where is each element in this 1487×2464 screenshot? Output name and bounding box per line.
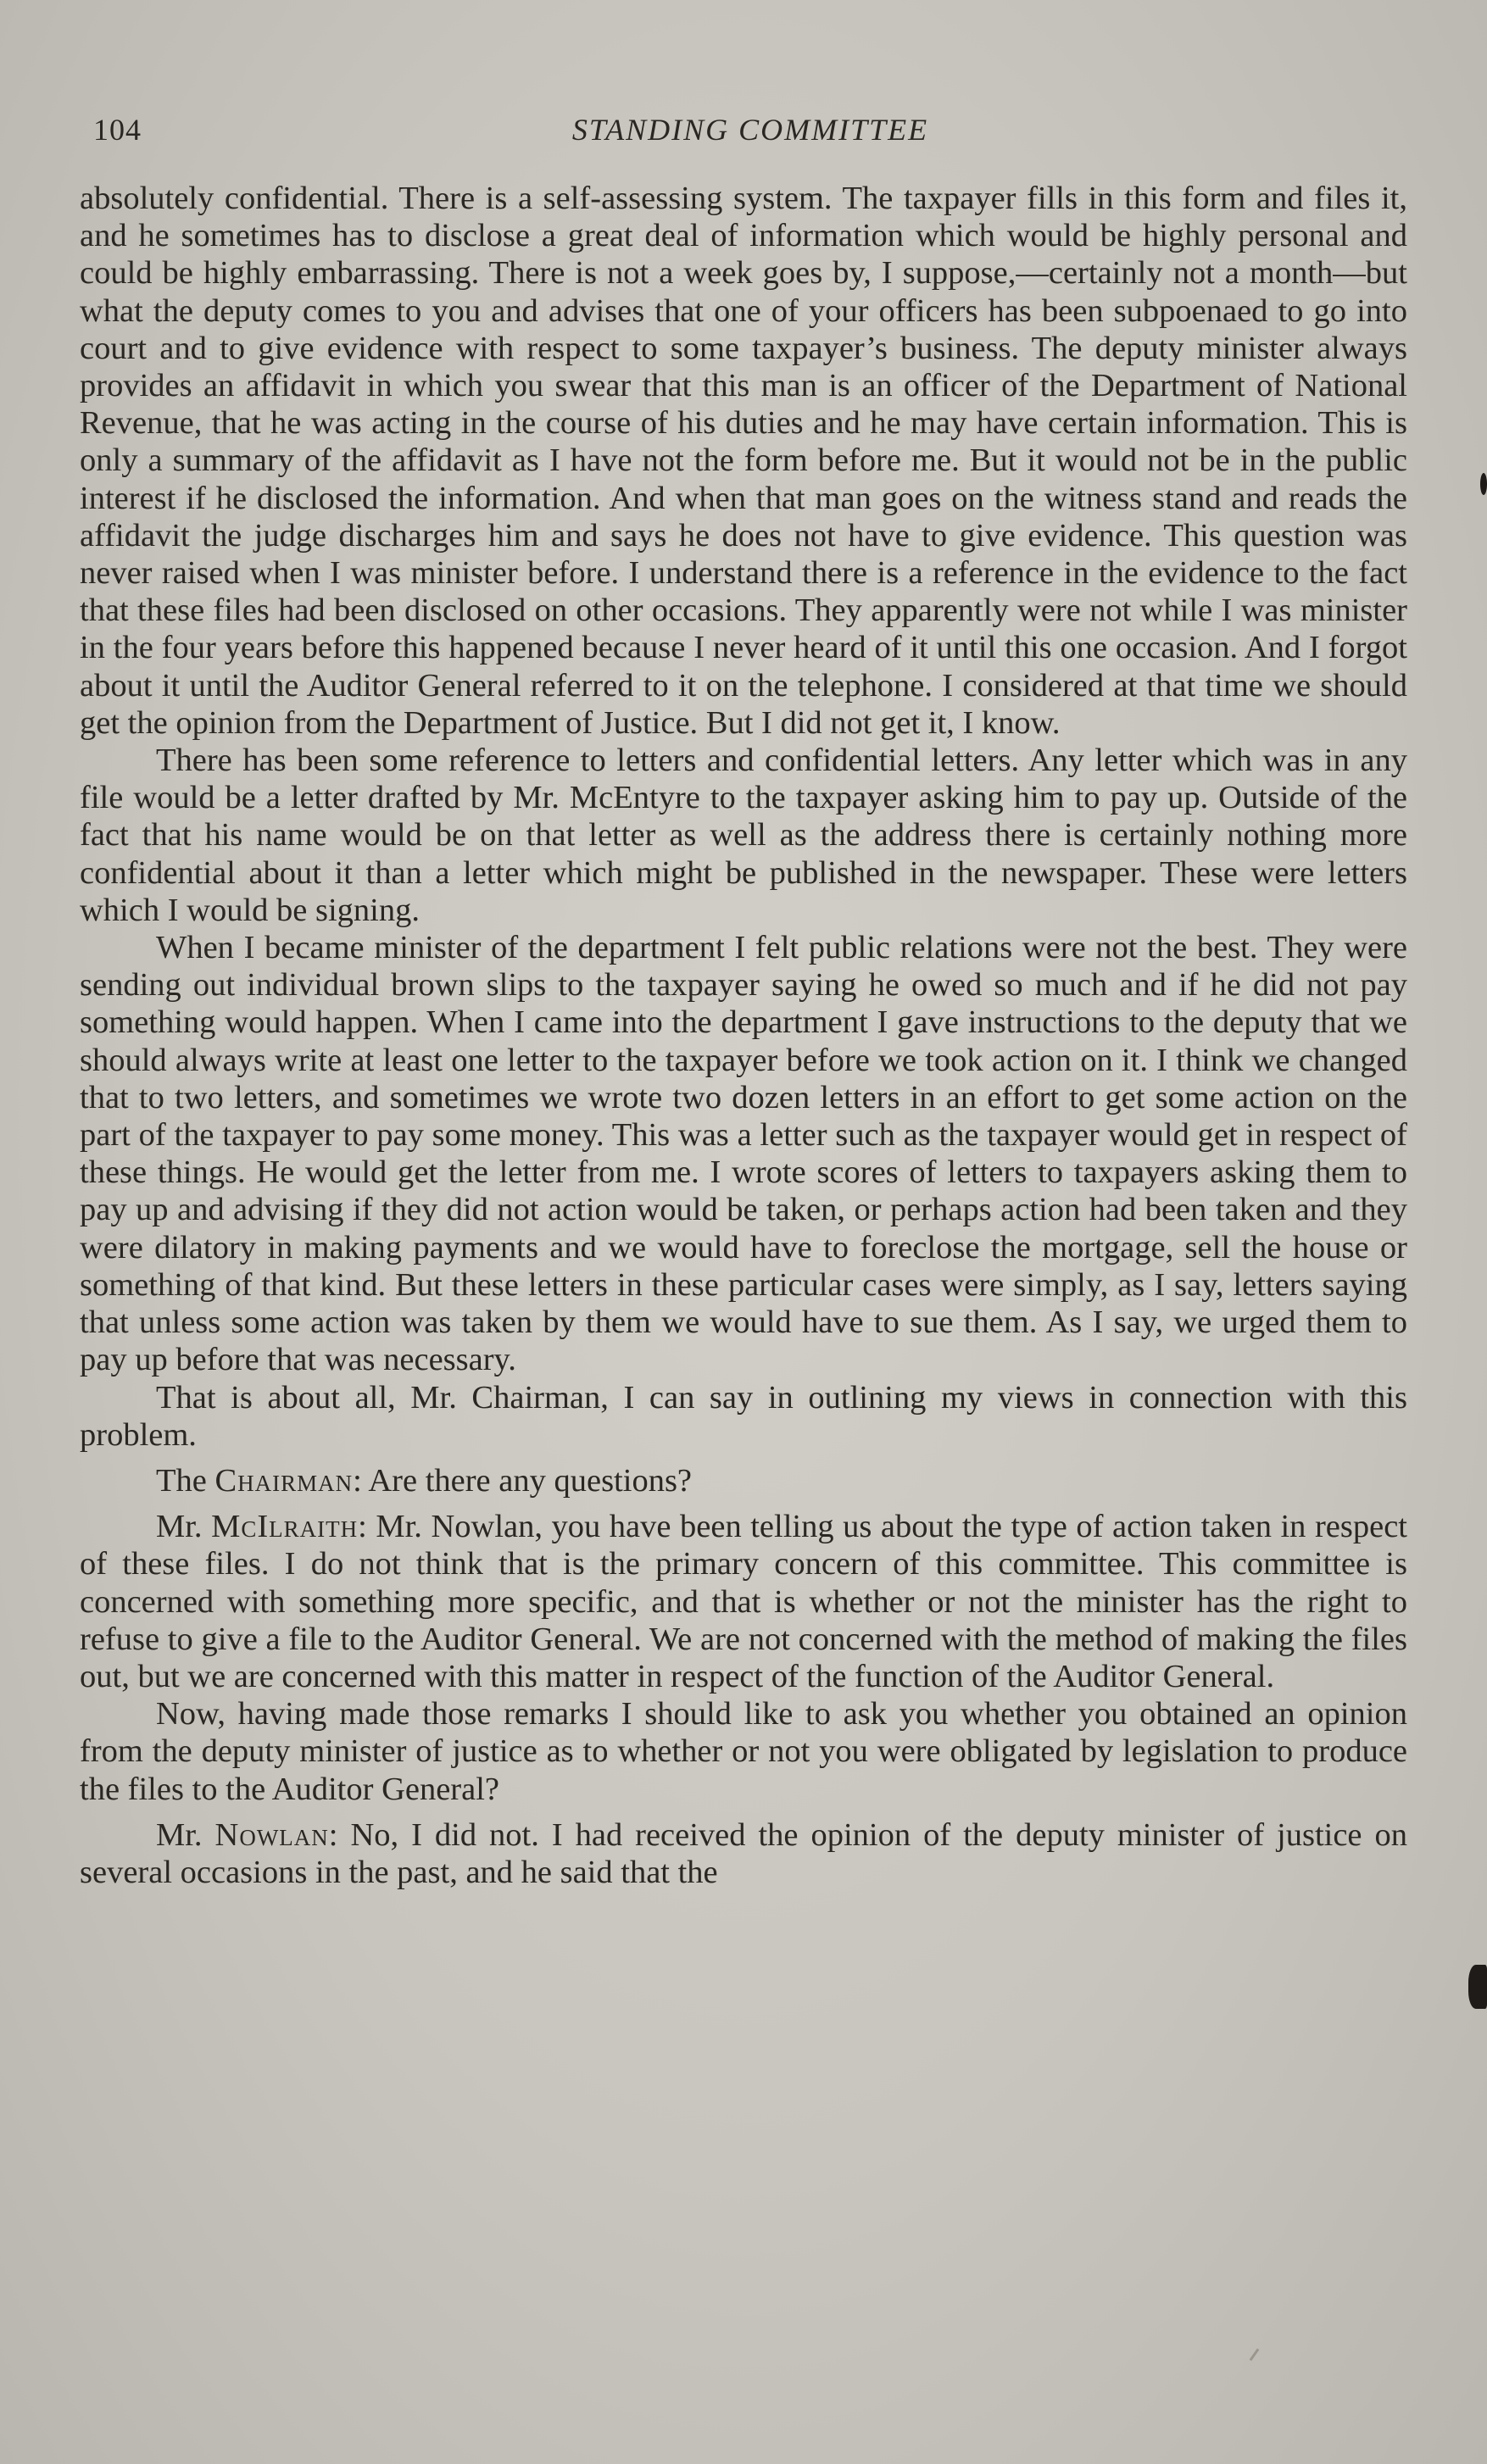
speaker-name: McIlraith (211, 1509, 359, 1545)
paragraph-letters: There has been some reference to letters and confidential letters. Any letter which was in any file would be a letter drafted by Mr. McEntyre to the taxpayer asking him to pay up. Outside of the fact that his name would be on that letter as well as the address there is certainly nothing more confidential about it than a letter which might be published in the newspaper. These were letters which I would be signing. (80, 743, 1407, 928)
speech-text: : Mr. Nowlan, you have been telling us about the type of action taken in respect of these files. I do not think that is the primary concern of this committee. This committee is concerned with something more specific, and that is whether or not the minister has the right to refuse to give a file to the Auditor General. We are not concerned with the method of making the files out, but we are concerned with this matter in respect of the function of the Auditor General. (80, 1509, 1407, 1694)
paragraph-closing-remarks: That is about all, Mr. Chairman, I can say in outlining my views in connection with this problem. (80, 1379, 1407, 1453)
speech-text: : No, I did not. I had received the opinion of the deputy minister of justice on several occasions in the past, and he said that the (80, 1816, 1407, 1890)
page-header (93, 112, 1407, 154)
paragraph-mcilraith (80, 1508, 1407, 1695)
paragraph-question: Now, having made those remarks I should like to ask you whether you obtained an opinion from the deputy minister of justice as to whether or not you were obligated by legislation to produce the files to the Auditor General? (80, 1696, 1407, 1807)
speaker-prefix: Mr. (156, 1816, 215, 1853)
speaker-name: Chairman (214, 1462, 354, 1499)
paragraph-chairman (80, 1462, 1407, 1499)
speaker-name: Nowlan (214, 1816, 329, 1853)
margin-ink-spot (1480, 473, 1487, 495)
paragraph-nowlan-statement: absolutely confidential. There is a self-assessing system. The taxpayer fills in this form and files it, and he sometimes has to disclose a great deal of information which would be highly personal and could be highly embarrassing. There is not a week goes by, I suppose,—certainly not a month—but what the deputy comes to you and advises that one of your officers has been subpoenaed to go into court and to give evidence with respect to some taxpayer’s business. The deputy minister always provides an affidavit in which you swear that this man is an officer of the Department of National Revenue, that he was acting in the course of his duties and he may have certain information. This is only a summary of the affidavit as I have not the form before me. But it would not be in the public interest if he disclosed the information. And when that man goes on the witness stand and reads the affidavit the judge discharges him and says he does not have to give evidence. This question was never raised when I was minister before. I understand there is a reference in the evidence to the fact that these files had been disclosed on other occasions. They apparently were not while I was minister in the four years before this happened because I never heard of it until this one occasion. And I forgot about it until the Auditor General referred to it on the telephone. I considered at that time we should get the opinion from the Department of Justice. But I did not get it, I know. (80, 181, 1407, 741)
text-body (80, 180, 1407, 1891)
speech-text: : Are there any questions? (353, 1462, 693, 1499)
paragraph-nowlan-reply (80, 1816, 1407, 1891)
margin-ink-blot (1468, 1965, 1487, 2009)
paragraph-public-relations: When I became minister of the department I felt public relations were not the best. They were sending out individual brown slips to the taxpayer saying he owed so much and if he did not pay something would happen. When I came into the department I gave instructions to the deputy that we should always write at least one letter to the taxpayer before we took action on it. I think we changed that to two letters, and sometimes we wrote two dozen letters in an effort to get some action on the part of the taxpayer to pay some money. This was a letter such as the taxpayer would get in respect of these things. He would get the letter from me. I wrote scores of letters to taxpayers asking them to pay up and advising if they did not action would be taken, or perhaps action had been taken and they were dilatory in making payments and we would have to foreclose the mortgage, sell the house or something of that kind. But these letters in these particular cases were simply, as I say, letters saying that unless some action was taken by them we would have to sue them. As I say, we urged them to pay up before that was necessary. (80, 930, 1407, 1378)
running-title: STANDING COMMITTEE (571, 113, 929, 147)
speaker-prefix: Mr. (156, 1509, 212, 1545)
speaker-prefix: The (156, 1462, 215, 1499)
paper-scratch-mark (1250, 2349, 1260, 2361)
page-number: 104 (93, 113, 142, 147)
